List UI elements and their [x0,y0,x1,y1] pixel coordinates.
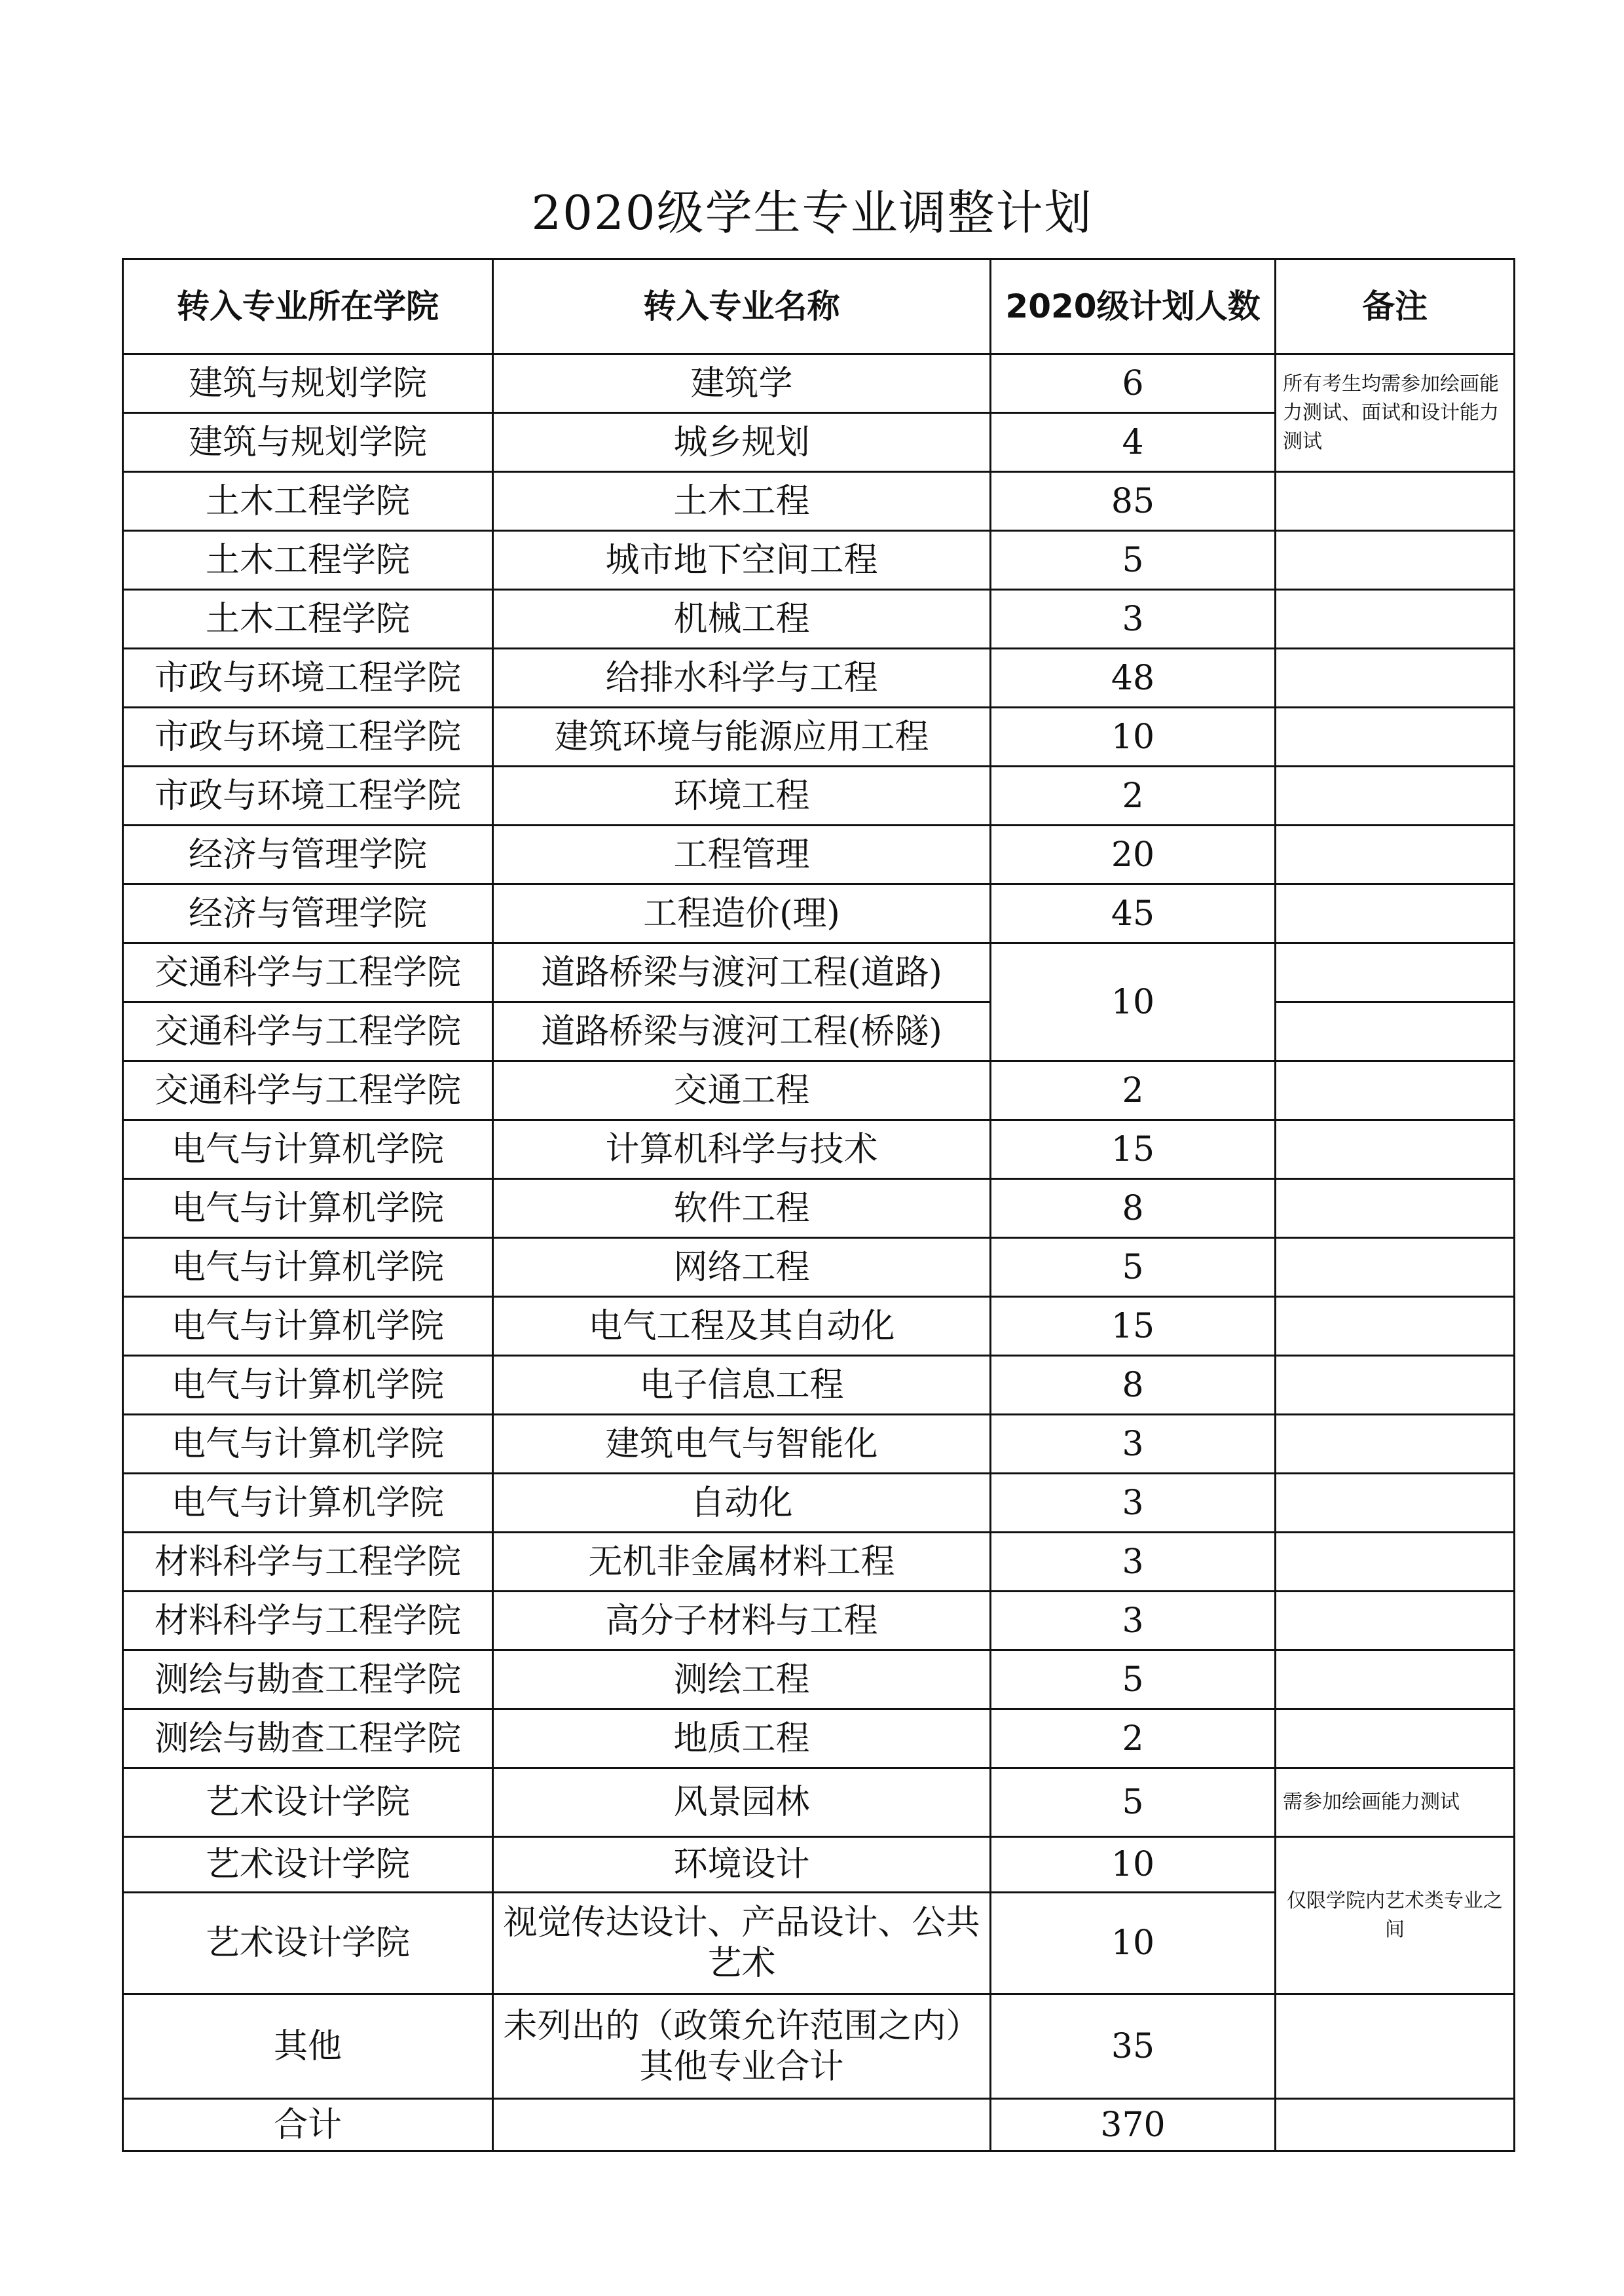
major-cell: 交通工程 [493,1061,991,1120]
table-row [123,884,1515,943]
college-cell: 测绘与勘查工程学院 [123,1650,493,1709]
major-cell: 建筑学 [493,354,991,413]
plan-cell: 8 [991,1179,1276,1238]
major-cell: 建筑环境与能源应用工程 [493,708,991,767]
major-cell: 机械工程 [493,590,991,649]
major-cell: 电气工程及其自动化 [493,1297,991,1356]
note-cell [1276,708,1515,767]
plan-cell: 35 [991,1994,1276,2099]
header-note: 备注 [1276,259,1515,354]
plan-cell: 3 [991,1592,1276,1650]
plan-cell: 10 [991,1837,1276,1893]
college-cell: 经济与管理学院 [123,826,493,884]
note-cell [1276,1120,1515,1179]
plan-cell: 2 [991,767,1276,826]
plan-cell: 2 [991,1061,1276,1120]
header-plan: 2020级计划人数 [991,259,1276,354]
plan-cell: 10 [991,1893,1276,1994]
major-cell: 计算机科学与技术 [493,1120,991,1179]
header-major: 转入专业名称 [493,259,991,354]
major-cell: 视觉传达设计、产品设计、公共艺术 [493,1893,991,1994]
note-cell [1276,1238,1515,1297]
college-cell: 建筑与规划学院 [123,413,493,472]
table-row [123,1650,1515,1709]
note-cell: 仅限学院内艺术类专业之间 [1276,1837,1515,1994]
table-row [123,708,1515,767]
plan-table [122,258,1515,2152]
plan-cell: 3 [991,1415,1276,1474]
table-row [123,826,1515,884]
college-cell: 经济与管理学院 [123,884,493,943]
note-cell [1276,1002,1515,1061]
plan-cell: 15 [991,1297,1276,1356]
note-cell [1276,649,1515,708]
table-row [123,1415,1515,1474]
table-row [123,472,1515,531]
plan-cell: 8 [991,1356,1276,1415]
table-row [123,1994,1515,2099]
college-cell: 艺术设计学院 [123,1893,493,1994]
plan-cell: 5 [991,1768,1276,1837]
plan-cell: 85 [991,472,1276,531]
table-row [123,1837,1515,1893]
college-cell: 交通科学与工程学院 [123,943,493,1002]
college-cell: 土木工程学院 [123,590,493,649]
major-cell: 电子信息工程 [493,1356,991,1415]
plan-cell: 10 [991,708,1276,767]
college-cell: 土木工程学院 [123,472,493,531]
major-cell: 无机非金属材料工程 [493,1533,991,1592]
table-row [123,1297,1515,1356]
college-cell: 材料科学与工程学院 [123,1533,493,1592]
major-cell: 工程管理 [493,826,991,884]
major-cell: 城市地下空间工程 [493,531,991,590]
major-cell [493,2099,991,2151]
major-cell: 地质工程 [493,1709,991,1768]
table-row [123,354,1515,413]
table-row [123,1709,1515,1768]
plan-cell: 5 [991,1238,1276,1297]
plan-cell: 3 [991,590,1276,649]
note-cell [1276,2099,1515,2151]
major-cell: 建筑电气与智能化 [493,1415,991,1474]
college-cell: 电气与计算机学院 [123,1415,493,1474]
major-cell: 未列出的（政策允许范围之内）其他专业合计 [493,1994,991,2099]
major-cell: 软件工程 [493,1179,991,1238]
table-row [123,1474,1515,1533]
major-cell: 给排水科学与工程 [493,649,991,708]
major-cell: 道路桥梁与渡河工程(桥隧) [493,1002,991,1061]
note-cell [1276,1356,1515,1415]
plan-cell: 4 [991,413,1276,472]
table-row [123,1356,1515,1415]
plan-cell: 3 [991,1533,1276,1592]
table-row [123,1120,1515,1179]
plan-cell: 45 [991,884,1276,943]
plan-cell: 5 [991,1650,1276,1709]
plan-cell: 10 [991,943,1276,1061]
college-cell: 其他 [123,1994,493,2099]
major-cell: 自动化 [493,1474,991,1533]
major-cell: 城乡规划 [493,413,991,472]
note-cell [1276,1297,1515,1356]
plan-cell: 2 [991,1709,1276,1768]
major-cell: 风景园林 [493,1768,991,1837]
plan-cell: 3 [991,1474,1276,1533]
table-row [123,649,1515,708]
note-cell: 需参加绘画能力测试 [1276,1768,1515,1837]
college-cell: 电气与计算机学院 [123,1238,493,1297]
major-cell: 环境设计 [493,1837,991,1893]
note-cell [1276,1533,1515,1592]
table-row [123,1768,1515,1837]
table-row [123,1061,1515,1120]
college-cell: 建筑与规划学院 [123,354,493,413]
table-row [123,1238,1515,1297]
college-cell: 交通科学与工程学院 [123,1002,493,1061]
table-row [123,767,1515,826]
note-cell [1276,590,1515,649]
table-row [123,531,1515,590]
note-cell [1276,884,1515,943]
college-cell: 市政与环境工程学院 [123,767,493,826]
major-cell: 网络工程 [493,1238,991,1297]
note-cell [1276,943,1515,1002]
note-cell [1276,826,1515,884]
plan-cell: 48 [991,649,1276,708]
college-cell: 市政与环境工程学院 [123,649,493,708]
table-row [123,943,1515,1002]
college-cell: 电气与计算机学院 [123,1120,493,1179]
table-row [123,1002,1515,1061]
note-cell [1276,1994,1515,2099]
major-cell: 高分子材料与工程 [493,1592,991,1650]
plan-cell: 6 [991,354,1276,413]
college-cell: 艺术设计学院 [123,1837,493,1893]
college-cell: 电气与计算机学院 [123,1356,493,1415]
college-cell: 土木工程学院 [123,531,493,590]
college-cell: 电气与计算机学院 [123,1179,493,1238]
note-cell [1276,1474,1515,1533]
header-college: 转入专业所在学院 [123,259,493,354]
note-cell [1276,1650,1515,1709]
note-cell [1276,1061,1515,1120]
major-cell: 土木工程 [493,472,991,531]
table-row [123,1592,1515,1650]
plan-cell: 20 [991,826,1276,884]
note-cell: 所有考生均需参加绘画能力测试、面试和设计能力测试 [1276,354,1515,472]
total-plan-cell: 370 [991,2099,1276,2151]
college-cell: 电气与计算机学院 [123,1474,493,1533]
note-cell [1276,1415,1515,1474]
college-cell: 测绘与勘查工程学院 [123,1709,493,1768]
college-cell: 电气与计算机学院 [123,1297,493,1356]
college-cell: 交通科学与工程学院 [123,1061,493,1120]
note-cell [1276,531,1515,590]
college-cell: 合计 [123,2099,493,2151]
note-cell [1276,472,1515,531]
major-cell: 测绘工程 [493,1650,991,1709]
plan-cell: 15 [991,1120,1276,1179]
note-cell [1276,1709,1515,1768]
note-cell [1276,1592,1515,1650]
note-cell [1276,1179,1515,1238]
note-cell [1276,767,1515,826]
major-cell: 环境工程 [493,767,991,826]
college-cell: 材料科学与工程学院 [123,1592,493,1650]
college-cell: 市政与环境工程学院 [123,708,493,767]
plan-cell: 5 [991,531,1276,590]
total-row [123,2099,1515,2151]
major-cell: 工程造价(理) [493,884,991,943]
major-cell: 道路桥梁与渡河工程(道路) [493,943,991,1002]
table-row [123,1179,1515,1238]
table-header-row [123,259,1515,354]
page-title: 2020级学生专业调整计划 [531,185,1093,240]
table-row [123,590,1515,649]
table-row [123,1533,1515,1592]
college-cell: 艺术设计学院 [123,1768,493,1837]
